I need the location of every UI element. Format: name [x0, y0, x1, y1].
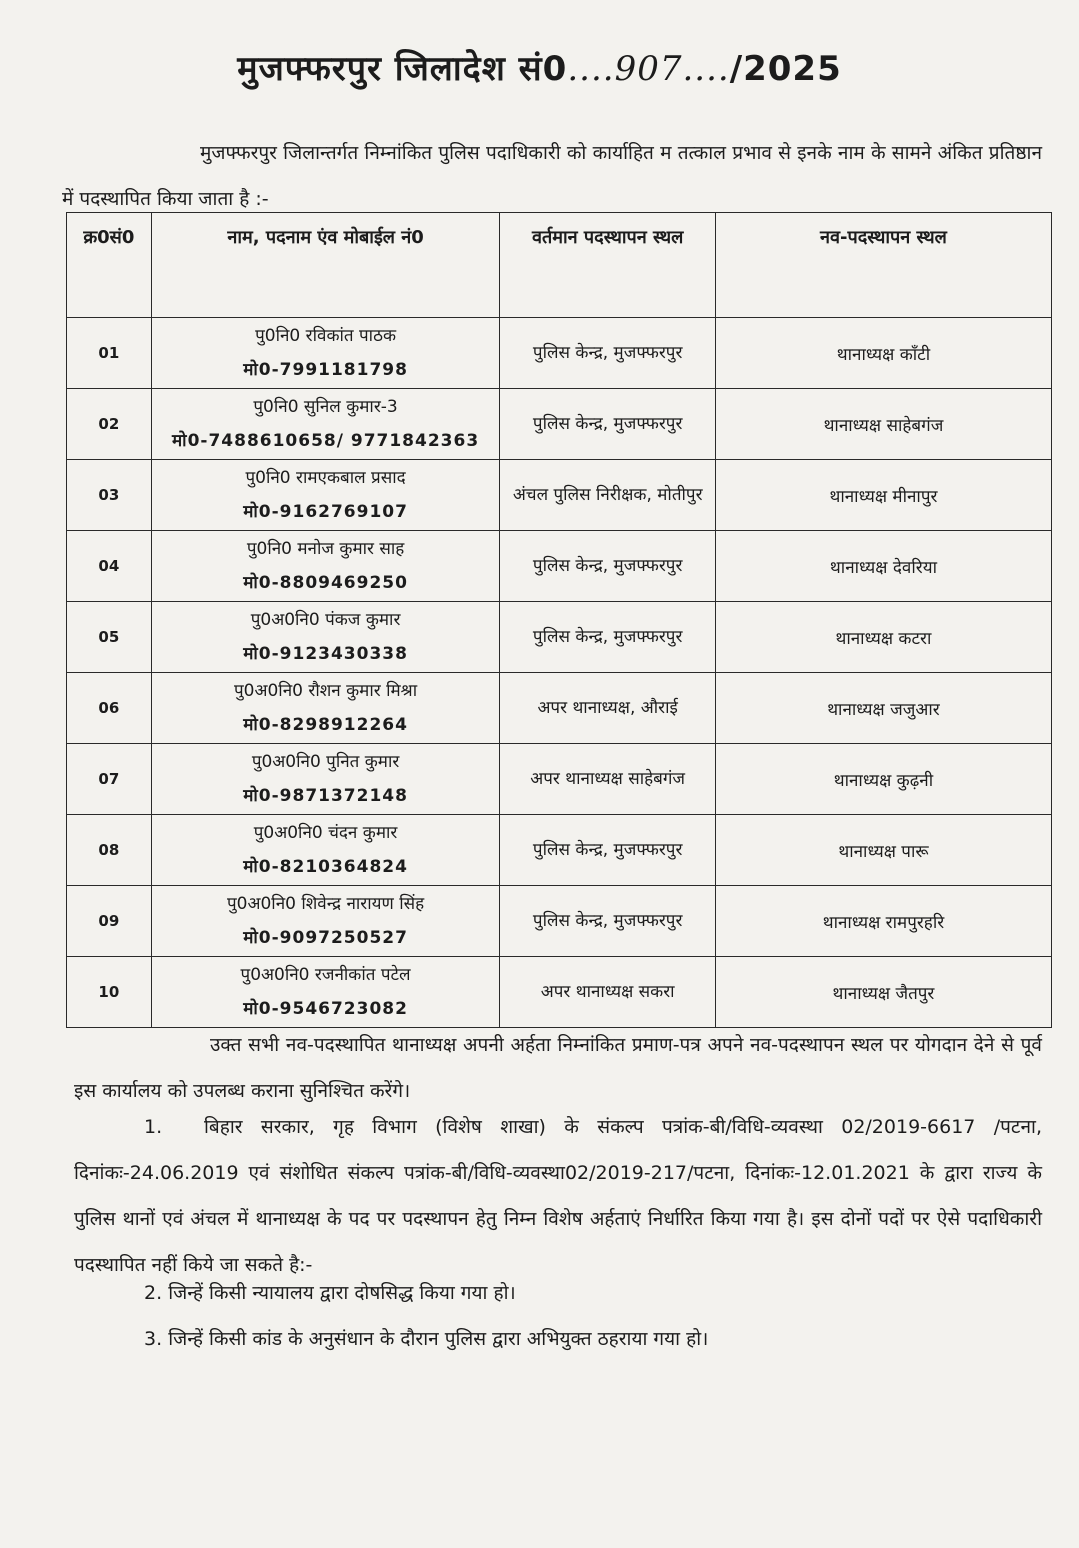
header-current: वर्तमान पदस्थापन स्थल — [500, 213, 715, 318]
row-sl: 05 — [67, 602, 152, 673]
order-number: 907 — [614, 49, 683, 89]
order-title-main: मुजफ्फरपुर जिलादेश सं0 — [237, 49, 568, 89]
list-item — [74, 1270, 1042, 1316]
list-item-number: 3. — [144, 1328, 163, 1350]
table-row — [67, 673, 1052, 744]
row-new: थानाध्यक्ष देवरिया — [715, 531, 1051, 602]
row-current: पुलिस केन्द्र, मुजफ्फरपुर — [500, 602, 715, 673]
table-row — [67, 460, 1052, 531]
order-year: /2025 — [729, 49, 842, 89]
row-sl: 08 — [67, 815, 152, 886]
officer-name: पु0नि0 सुनिल कुमार-3 — [253, 397, 398, 417]
row-new: थानाध्यक्ष जजुआर — [715, 673, 1051, 744]
row-name-cell — [151, 318, 500, 389]
list-item-number: 1. — [144, 1116, 163, 1138]
list-item-text: जिन्हें किसी कांड के अनुसंधान के दौरान पुलिस द्वारा अभियुक्त ठहराया गया हो। — [168, 1328, 709, 1350]
row-current: अपर थानाध्यक्ष साहेबगंज — [500, 744, 715, 815]
list-item-number: 2. — [144, 1282, 163, 1304]
row-current: पुलिस केन्द्र, मुजफ्फरपुर — [500, 389, 715, 460]
row-sl: 03 — [67, 460, 152, 531]
list-item — [74, 1316, 1042, 1362]
row-new: थानाध्यक्ष कटरा — [715, 602, 1051, 673]
officer-mobile: मो0-9162769107 — [243, 502, 408, 522]
officer-name: पु0अ0नि0 शिवेन्द्र नारायण सिंह — [227, 894, 425, 914]
header-sl: क्र0सं0 — [67, 213, 152, 318]
header-new: नव-पदस्थापन स्थल — [715, 213, 1051, 318]
row-sl: 07 — [67, 744, 152, 815]
officer-mobile: मो0-8809469250 — [243, 573, 408, 593]
list-item — [74, 1104, 1042, 1288]
table-row — [67, 744, 1052, 815]
order-title: मुजफ्फरपुर जिलादेश सं0....907..../2025 — [237, 49, 842, 89]
officer-name: पु0अ0नि0 रौशन कुमार मिश्रा — [234, 681, 418, 701]
row-sl: 06 — [67, 673, 152, 744]
row-current: पुलिस केन्द्र, मुजफ्फरपुर — [500, 318, 715, 389]
officer-name: पु0अ0नि0 पंकज कुमार — [250, 610, 401, 630]
row-name-cell — [151, 815, 500, 886]
officer-name: पु0अ0नि0 रजनीकांत पटेल — [240, 965, 411, 985]
officer-mobile: मो0-9546723082 — [243, 999, 408, 1019]
row-current: अपर थानाध्यक्ष सकरा — [500, 957, 715, 1028]
row-sl: 09 — [67, 886, 152, 957]
row-new: थानाध्यक्ष कुढ़नी — [715, 744, 1051, 815]
row-sl: 10 — [67, 957, 152, 1028]
officer-name: पु0नि0 रविकांत पाठक — [255, 326, 397, 346]
row-new: थानाध्यक्ष रामपुरहरि — [715, 886, 1051, 957]
row-current: पुलिस केन्द्र, मुजफ्फरपुर — [500, 815, 715, 886]
table-header-row — [67, 213, 1052, 318]
table-row — [67, 318, 1052, 389]
officer-mobile: मो0-9871372148 — [243, 786, 408, 806]
row-current: पुलिस केन्द्र, मुजफ्फरपुर — [500, 886, 715, 957]
row-name-cell — [151, 957, 500, 1028]
officer-name: पु0नि0 मनोज कुमार साह — [246, 539, 405, 559]
row-new: थानाध्यक्ष जैतपुर — [715, 957, 1051, 1028]
row-current: अंचल पुलिस निरीक्षक, मोतीपुर — [500, 460, 715, 531]
table-row — [67, 886, 1052, 957]
list-item-text: जिन्हें किसी न्यायालय द्वारा दोषसिद्ध किया गया हो। — [168, 1282, 516, 1304]
list-item-text: बिहार सरकार, गृह विभाग (विशेष शाखा) के संकल्प पत्रांक-बी/विधि-व्यवस्था 02/2019-6617 /पटना, दिनांकः-24.06.2019 एवं संशोधित संकल्प पत्रांक-बी/विधि-व्यवस्था02/2019-217/पटना, दिनांकः-12.01.2021 के द्वारा राज्य के पुलिस थानों एवं अंचल में थानाध्यक्ष के पद पर पदस्थापन हेतु निम्न विशेष अर्हताएं निर्धारित किया गया है। इस दोनों पदों पर ऐसे पदाधिकारी पदस्थापित नहीं किये जा सकते है:- — [74, 1116, 1042, 1276]
row-name-cell — [151, 389, 500, 460]
intro-paragraph: मुजफ्फरपुर जिलान्तर्गत निम्नांकित पुलिस पदाधिकारी को कार्याहित म तत्काल प्रभाव से इनके नाम के सामने अंकित प्रतिष्ठान में पदस्थापित किया जाता है :- — [62, 142, 1042, 210]
row-name-cell — [151, 886, 500, 957]
row-current: अपर थानाध्यक्ष, औराई — [500, 673, 715, 744]
officer-mobile: मो0-9123430338 — [243, 644, 408, 664]
officer-name: पु0नि0 रामएकबाल प्रसाद — [245, 468, 406, 488]
officer-mobile: मो0-9097250527 — [243, 928, 408, 948]
table-row — [67, 957, 1052, 1028]
row-new: थानाध्यक्ष पारू — [715, 815, 1051, 886]
officer-mobile: मो0-8298912264 — [243, 715, 408, 735]
officer-mobile: मो0-7488610658/ 9771842363 — [172, 431, 480, 451]
row-sl: 04 — [67, 531, 152, 602]
officer-mobile: मो0-8210364824 — [243, 857, 408, 877]
row-name-cell — [151, 602, 500, 673]
row-new: थानाध्यक्ष काँटी — [715, 318, 1051, 389]
row-new: थानाध्यक्ष साहेबगंज — [715, 389, 1051, 460]
row-sl: 01 — [67, 318, 152, 389]
table-row — [67, 531, 1052, 602]
header-name: नाम, पदनाम एंव मोबाईल नं0 — [151, 213, 500, 318]
officer-name: पु0अ0नि0 चंदन कुमार — [253, 823, 398, 843]
row-current: पुलिस केन्द्र, मुजफ्फरपुर — [500, 531, 715, 602]
row-new: थानाध्यक्ष मीनापुर — [715, 460, 1051, 531]
officer-mobile: मो0-7991181798 — [243, 360, 408, 380]
row-name-cell — [151, 673, 500, 744]
row-name-cell — [151, 460, 500, 531]
table-row — [67, 389, 1052, 460]
row-sl: 02 — [67, 389, 152, 460]
table-row — [67, 815, 1052, 886]
instruction-paragraph: उक्त सभी नव-पदस्थापित थानाध्यक्ष अपनी अर्हता निम्नांकित प्रमाण-पत्र अपने नव-पदस्थापन स्थल पर योगदान देने से पूर्व इस कार्यालय को उपलब्ध कराना सुनिश्चित करेंगे। — [74, 1034, 1042, 1102]
table-row — [67, 602, 1052, 673]
posting-table — [66, 212, 1052, 1028]
officer-name: पु0अ0नि0 पुनित कुमार — [251, 752, 400, 772]
row-name-cell — [151, 744, 500, 815]
row-name-cell — [151, 531, 500, 602]
